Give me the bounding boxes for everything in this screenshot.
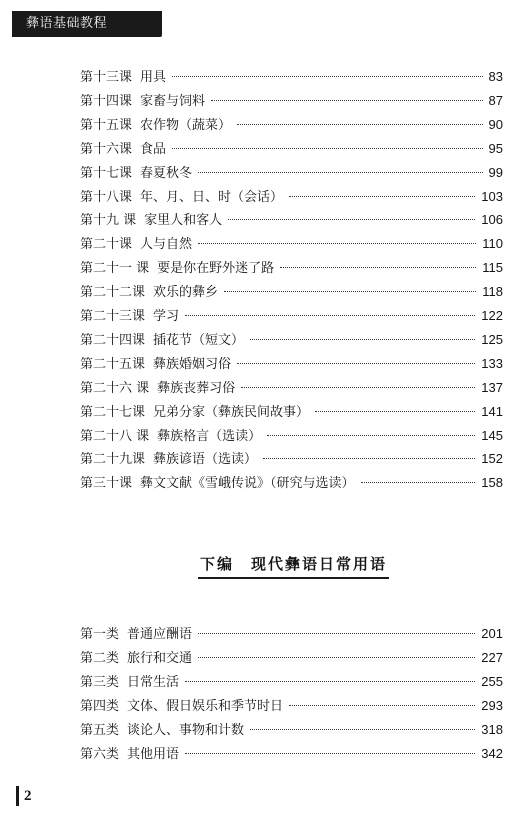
toc-entry-title: 兄弟分家（彝族民间故事） xyxy=(153,404,310,420)
toc-entry-page: 95 xyxy=(488,140,503,156)
toc-entry-title: 学习 xyxy=(153,309,180,324)
toc-entry-number: 第二十七课 xyxy=(80,404,146,420)
toc-entry xyxy=(80,330,503,351)
toc-entry-number: 第三类 xyxy=(80,674,120,690)
dot-leader xyxy=(267,435,475,436)
toc-entry-page: 87 xyxy=(488,92,503,108)
dot-leader xyxy=(185,681,475,682)
toc-entry-title: 插花节（短文） xyxy=(153,332,245,348)
toc-entry-page: 255 xyxy=(481,673,503,689)
toc-entry xyxy=(80,624,503,645)
dot-leader xyxy=(280,267,476,268)
toc-entry-title: 旅行和交通 xyxy=(127,650,193,666)
dot-leader xyxy=(211,100,483,101)
dot-leader xyxy=(250,729,475,730)
toc-entry-title: 家里人和客人 xyxy=(144,213,223,229)
toc-entry xyxy=(80,234,503,255)
dot-leader xyxy=(237,363,475,364)
toc-entry-number: 第十四课 xyxy=(80,93,133,109)
toc-entry xyxy=(80,139,503,160)
toc-entry-title: 谈论人、事物和计数 xyxy=(127,722,245,738)
toc-entry-page: 110 xyxy=(482,236,503,252)
toc-entry xyxy=(80,282,503,303)
dot-leader xyxy=(198,633,475,634)
toc-entry-page: 137 xyxy=(481,379,503,395)
toc-entry-number: 第十六课 xyxy=(80,141,133,157)
dot-leader xyxy=(172,148,483,149)
toc-entry xyxy=(80,210,503,231)
toc-entry-number: 第二类 xyxy=(80,650,120,666)
dot-leader xyxy=(237,124,483,125)
toc-entry xyxy=(80,187,503,208)
toc-entry-page: 201 xyxy=(481,626,503,641)
toc-entry-page: 118 xyxy=(482,284,503,300)
toc-entry-title: 农作物（蔬菜） xyxy=(140,117,232,133)
toc-entry-number: 第二十五课 xyxy=(80,356,146,372)
dot-leader xyxy=(250,339,475,340)
part-heading xyxy=(0,553,527,579)
dot-leader xyxy=(198,172,483,173)
dot-leader xyxy=(172,76,483,77)
toc-entry-title: 彝族谚语（选读） xyxy=(153,452,258,468)
toc-entry-number: 第二十九课 xyxy=(80,452,146,468)
toc-entry xyxy=(80,744,503,765)
toc-entry-page: 227 xyxy=(481,649,503,665)
toc-entry-number: 第二十二课 xyxy=(80,285,146,301)
toc-entry-title: 人与自然 xyxy=(140,237,193,253)
toc-entry-title: 日常生活 xyxy=(127,674,180,690)
toc-entry-page: 90 xyxy=(488,116,503,132)
toc-entry-title: 用具 xyxy=(140,70,167,85)
toc-entry-number: 第十五课 xyxy=(80,117,133,133)
dot-leader xyxy=(361,482,476,483)
toc-entry-title: 年、月、日、时（会话） xyxy=(140,189,284,205)
toc-entry xyxy=(80,696,503,717)
toc-entry-page: 99 xyxy=(488,164,503,180)
toc-entry-number: 第二十一 课 xyxy=(80,261,150,277)
toc-entry-page: 152 xyxy=(481,451,503,467)
toc-entry-page: 145 xyxy=(481,427,503,443)
toc-entry-number: 第十七课 xyxy=(80,165,133,181)
page-number-bar xyxy=(16,786,19,806)
dot-leader xyxy=(224,291,476,292)
dot-leader xyxy=(289,705,475,706)
toc-entry-title: 文体、假日娱乐和季节时日 xyxy=(127,698,284,714)
page-number: 2 xyxy=(24,788,32,804)
toc-entry-number: 第十八课 xyxy=(80,189,133,205)
toc-entry-number: 第二十三课 xyxy=(80,309,146,324)
toc-entry-page: 141 xyxy=(481,403,503,419)
toc-entry xyxy=(80,672,503,693)
toc-entry xyxy=(80,449,503,470)
toc-entry-title: 其他用语 xyxy=(127,746,180,762)
dot-leader xyxy=(185,315,475,316)
toc-entry-page: 293 xyxy=(481,697,503,713)
toc-entry-page: 122 xyxy=(481,308,503,323)
dot-leader xyxy=(289,196,475,197)
toc-entry-page: 133 xyxy=(481,355,503,371)
toc-entry-page: 318 xyxy=(481,721,503,737)
toc-entry xyxy=(80,306,503,327)
toc-entry-number: 第二十六 课 xyxy=(80,380,150,396)
toc-entry xyxy=(80,258,503,279)
toc-entry-title: 彝文文献《雪峨传说》（研究与选读） xyxy=(140,476,355,492)
part-heading-text: 下编 现代彝语日常用语 xyxy=(198,553,389,579)
toc-entry-page: 115 xyxy=(482,260,503,276)
book-title: 彝语基础教程 xyxy=(26,16,108,31)
dot-leader xyxy=(198,243,476,244)
toc-entry xyxy=(80,720,503,741)
toc-entry xyxy=(80,378,503,399)
dot-leader xyxy=(185,753,475,754)
toc-entry-title: 彝族丧葬习俗 xyxy=(157,380,236,396)
toc-entry-page: 125 xyxy=(481,331,503,347)
header-band xyxy=(12,11,162,37)
toc-entry-page: 342 xyxy=(481,745,503,761)
toc-entry-page: 158 xyxy=(481,475,503,491)
toc-entry-title: 春夏秋冬 xyxy=(140,165,193,181)
toc-entry-number: 第一类 xyxy=(80,627,120,642)
toc-entry-number: 第六类 xyxy=(80,746,120,762)
dot-leader xyxy=(263,458,475,459)
dot-leader xyxy=(315,411,475,412)
toc-entry-number: 第十三课 xyxy=(80,70,133,85)
toc-entry-number: 第二十课 xyxy=(80,237,133,253)
dot-leader xyxy=(198,657,475,658)
toc-entry-title: 家畜与饲料 xyxy=(140,93,206,109)
toc-entry xyxy=(80,426,503,447)
toc-entry-title: 欢乐的彝乡 xyxy=(153,285,219,301)
toc-entry-title: 要是你在野外迷了路 xyxy=(157,261,275,277)
toc-entry-page: 103 xyxy=(481,188,503,204)
toc-entry-number: 第三十课 xyxy=(80,476,133,492)
toc-entry xyxy=(80,354,503,375)
toc-entry xyxy=(80,473,503,494)
toc-entry-number: 第五类 xyxy=(80,722,120,738)
toc-entry-page: 83 xyxy=(488,69,503,84)
toc-entry xyxy=(80,648,503,669)
dot-leader xyxy=(228,219,475,220)
toc-entry-title: 彝族婚姻习俗 xyxy=(153,356,232,372)
toc-entry-number: 第四类 xyxy=(80,698,120,714)
toc-entry-title: 彝族格言（选读） xyxy=(157,428,262,444)
toc-entry-title: 食品 xyxy=(140,141,167,157)
toc-entry-page: 106 xyxy=(481,212,503,228)
toc-entry-title: 普通应酬语 xyxy=(127,627,193,642)
dot-leader xyxy=(241,387,475,388)
toc-entry xyxy=(80,402,503,423)
toc-entry-number: 第二十四课 xyxy=(80,332,146,348)
toc-entry xyxy=(80,115,503,136)
toc-entry-number: 第十九 课 xyxy=(80,213,137,229)
toc-entry xyxy=(80,67,503,88)
toc-entry xyxy=(80,91,503,112)
toc-entry xyxy=(80,163,503,184)
toc-entry-number: 第二十八 课 xyxy=(80,428,150,444)
